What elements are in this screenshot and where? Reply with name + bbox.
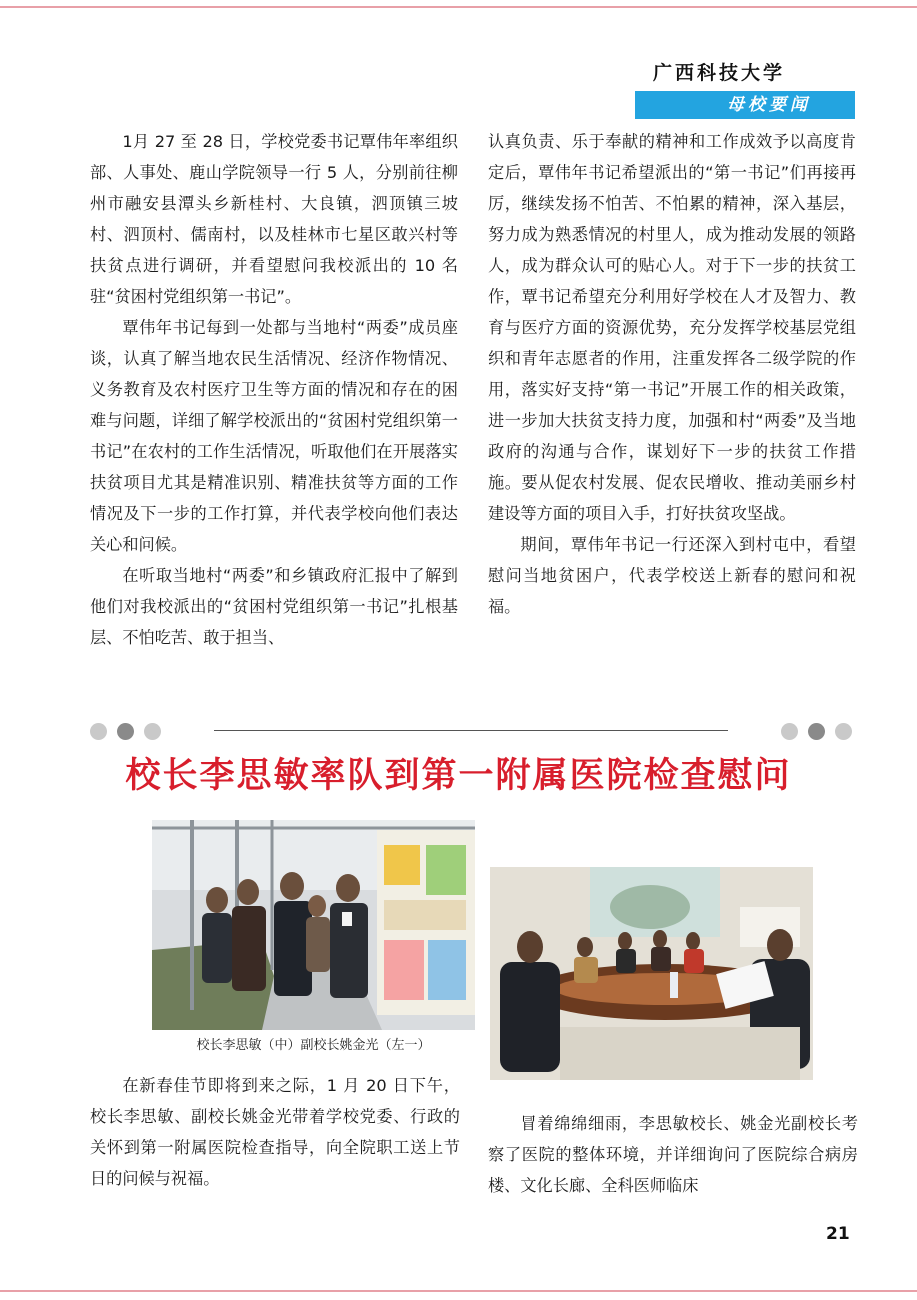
article2-left-column — [90, 1070, 460, 1194]
masthead — [635, 58, 855, 119]
article1-left-column — [90, 126, 458, 653]
walkway-photo-image — [152, 820, 475, 1030]
article1-paragraph: 认真负责、乐于奉献的精神和工作成效予以高度肯定后，覃伟年书记希望派出的“第一书记”们再接再厉，继续发扬不怕苦、不怕累的精神，深入基层，努力成为熟悉情况的村里人，成为推动发展的领路人，成为群众认可的贴心人。对于下一步的扶贫工作，覃书记希望充分利用好学校在人才及智力、教育与医疗方面的资源优势，充分发挥学校基层党组织和青年志愿者的作用，注重发挥各二级学院的作用，落实好支持“第一书记”开展工作的相关政策，进一步加大扶贫支持力度，加强和村“两委”及当地政府的沟通与合作，谋划好下一步的扶贫工作措施。要从促农村发展、促农民增收、推动美丽乡村建设等方面的项目入手，打好扶贫攻坚战。 — [488, 132, 856, 523]
dot-icon — [90, 723, 107, 740]
divider-dots-right — [781, 723, 852, 740]
article2-headline: 校长李思敏率队到第一附属医院检查慰问 — [125, 755, 792, 796]
school-name: 广西科技大学 — [652, 62, 785, 84]
article2-paragraph: 在新春佳节即将到来之际，1 月 20 日下午，校长李思敏、副校长姚金光带着学校党委、行政的关怀到第一附属医院检查指导，向全院职工送上节日的问候与祝福。 — [90, 1076, 460, 1188]
article1-paragraph: 覃伟年书记每到一处都与当地村“两委”成员座谈，认真了解当地农民生活情况、经济作物情况、义务教育及农村医疗卫生等方面的情况和存在的困难与问题，详细了解学校派出的“贫困村党组织第一书记”在农村的工作生活情况，听取他们在开展落实扶贫项目尤其是精准识别、精准扶贫等方面的工作情况及下一步的工作打算，并代表学校向他们表达关心和问候。 — [90, 318, 458, 554]
dot-icon — [781, 723, 798, 740]
dot-icon — [144, 723, 161, 740]
bottom-rule — [0, 1290, 917, 1292]
photo-hospital-walkway — [152, 820, 475, 1030]
meeting-photo-image — [490, 867, 813, 1080]
divider-dots-left — [90, 723, 161, 740]
dot-icon — [117, 723, 134, 740]
article1-paragraph: 在听取当地村“两委”和乡镇政府汇报中了解到他们对我校派出的“贫困村党组织第一书记”扎根基层、不怕吃苦、敢于担当、 — [90, 566, 458, 647]
dot-icon — [808, 723, 825, 740]
article2-right-column — [488, 1108, 858, 1201]
article1-paragraph: 期间，覃伟年书记一行还深入到村屯中，看望慰问当地贫困户，代表学校送上新春的慰问和祝福。 — [488, 535, 856, 616]
dot-icon — [835, 723, 852, 740]
section-divider — [86, 716, 856, 746]
page-number: 21 — [826, 1224, 850, 1244]
top-rule — [0, 6, 917, 8]
column-tag: 母校要闻 — [635, 91, 855, 119]
article2-paragraph: 冒着绵绵细雨，李思敏校长、姚金光副校长考察了医院的整体环境，并详细询问了医院综合病房楼、文化长廊、全科医师临床 — [488, 1114, 858, 1195]
article1-right-column — [488, 126, 856, 622]
article1-paragraph: 1月 27 至 28 日，学校党委书记覃伟年率组织部、人事处、鹿山学院领导一行 5 人，分别前往柳州市融安县潭头乡新桂村、大良镇，泗顶镇三坡村、泗顶村、儒南村，以及桂林市七星区敢兴村等扶贫点进行调研，并看望慰问我校派出的 10 名驻“贫困村党组织第一书记”。 — [90, 132, 458, 306]
photo-meeting-room — [490, 867, 813, 1080]
divider-line — [214, 730, 728, 731]
photo-caption: 校长李思敏（中）副校长姚金光（左一） — [196, 1038, 431, 1053]
